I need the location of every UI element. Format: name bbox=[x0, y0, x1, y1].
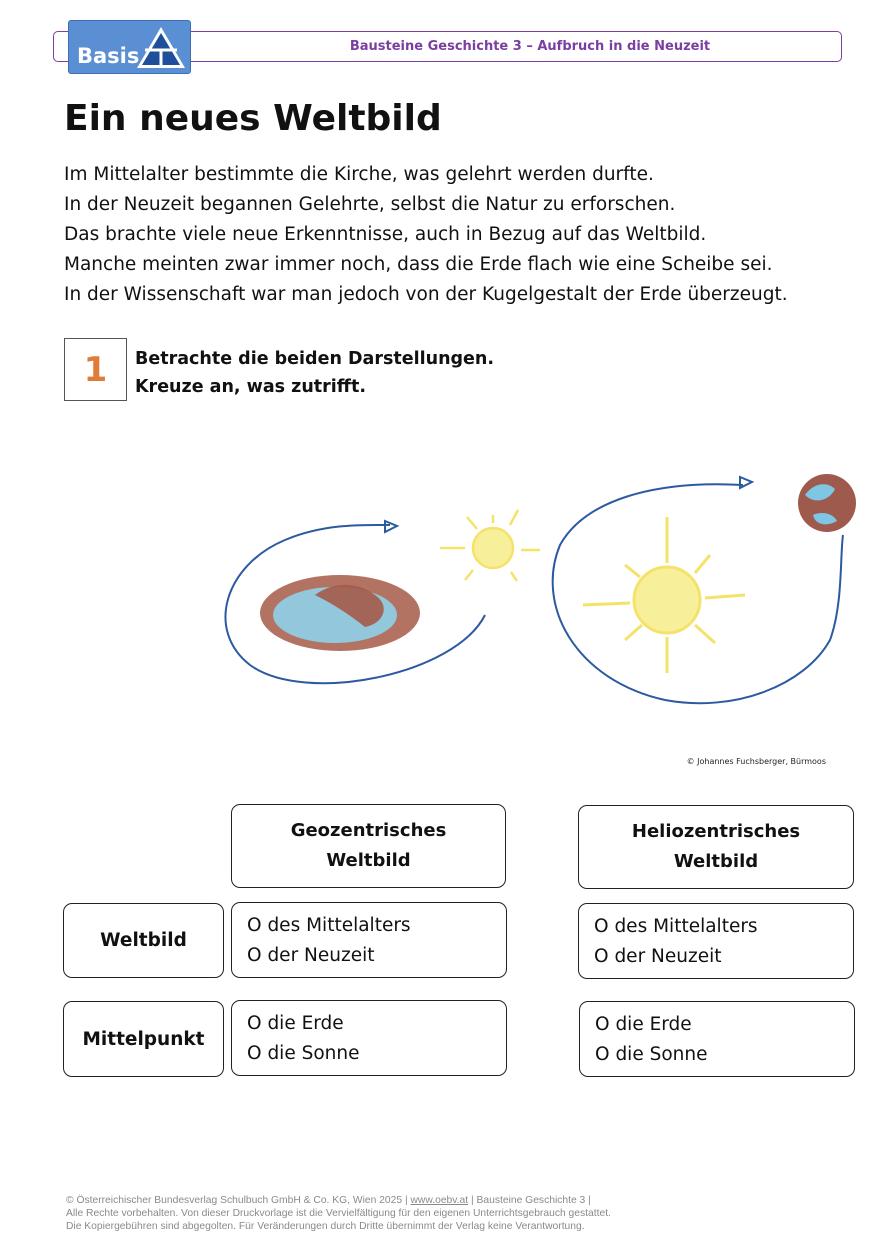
answer-option[interactable]: O die Erde bbox=[247, 1013, 344, 1034]
answer-option[interactable]: O des Mittelalters bbox=[594, 916, 758, 937]
answer-option[interactable]: O der Neuzeit bbox=[247, 945, 375, 966]
intro-text bbox=[64, 160, 844, 310]
row-header-mittelpunkt bbox=[63, 1001, 224, 1077]
footer-text: © Österreichischer Bundesverlag Schulbuch GmbH & Co. KG, Wien 2025 | bbox=[66, 1195, 411, 1206]
footer-copyright bbox=[66, 1194, 686, 1233]
column-header-line: Geozentrisches bbox=[290, 820, 447, 841]
geocentric-illustration bbox=[225, 510, 540, 683]
row-header-label: Weltbild bbox=[100, 930, 187, 951]
intro-line: In der Neuzeit begannen Gelehrte, selbst die Natur zu erforschen. bbox=[64, 194, 676, 215]
answer-option[interactable]: O die Sonne bbox=[595, 1044, 708, 1065]
worldview-drawing bbox=[215, 455, 865, 715]
answer-cell-geo-weltbild bbox=[231, 902, 507, 978]
task-instruction-line: Betrachte die beiden Darstellungen. bbox=[135, 349, 495, 369]
task-number-box bbox=[64, 338, 127, 401]
intro-line: In der Wissenschaft war man jedoch von der Kugelgestalt der Erde überzeugt. bbox=[64, 284, 788, 305]
heliocentric-illustration bbox=[553, 474, 856, 703]
row-header-weltbild bbox=[63, 903, 224, 978]
answer-cell-helio-mittelpunkt bbox=[579, 1001, 855, 1077]
task-number: 1 bbox=[83, 349, 108, 390]
pyramid-logo-icon bbox=[133, 24, 189, 72]
answer-cell-geo-mittelpunkt bbox=[231, 1000, 507, 1076]
footer-text: | Bausteine Geschichte 3 | bbox=[468, 1195, 591, 1206]
row-header-label: Mittelpunkt bbox=[82, 1028, 205, 1050]
column-header-line: Weltbild bbox=[326, 850, 411, 871]
intro-line: Manche meinten zwar immer noch, dass die Erde flach wie eine Scheibe sei. bbox=[64, 254, 773, 275]
large-sun-icon bbox=[583, 517, 745, 673]
image-credit: © Johannes Fuchsberger, Bürmoos bbox=[686, 757, 826, 766]
column-header-geocentric bbox=[231, 804, 506, 888]
answer-cell-helio-weltbild bbox=[578, 903, 854, 979]
answer-option[interactable]: O die Sonne bbox=[247, 1043, 360, 1064]
task-instruction bbox=[135, 345, 494, 401]
column-header-heliocentric bbox=[578, 805, 854, 889]
publisher-link[interactable]: www.oebv.at bbox=[410, 1195, 469, 1206]
logo-text: Basis bbox=[77, 44, 140, 68]
answer-option[interactable]: O des Mittelalters bbox=[247, 915, 411, 936]
page-title: Ein neues Weltbild bbox=[64, 98, 442, 139]
footer-line-2: Alle Rechte vorbehalten. Von dieser Druckvorlage ist die Vervielfältigung für den eigenen Unterrichtsgebrauch gestattet. bbox=[66, 1208, 611, 1219]
column-header-line: Heliozentrisches bbox=[631, 821, 801, 842]
footer-line-1 bbox=[66, 1194, 686, 1207]
task-instruction-line: Kreuze an, was zutrifft. bbox=[135, 377, 366, 397]
basis-logo bbox=[68, 20, 191, 74]
answer-option[interactable]: O die Erde bbox=[595, 1014, 692, 1035]
intro-line: Im Mittelalter bestimmte die Kirche, was gelehrt werden durfte. bbox=[64, 164, 654, 185]
intro-line: Das brachte viele neue Erkenntnisse, auch in Bezug auf das Weltbild. bbox=[64, 224, 707, 245]
orbit-arrow-icon bbox=[385, 521, 397, 532]
column-header-line: Weltbild bbox=[673, 851, 759, 872]
orbit-arrow-icon bbox=[740, 477, 752, 488]
answer-option[interactable]: O der Neuzeit bbox=[594, 946, 722, 967]
series-title: Bausteine Geschichte 3 – Aufbruch in die Neuzeit bbox=[349, 39, 711, 54]
footer-line-3: Die Kopiergebühren sind abgegolten. Für Veränderungen durch Dritte übernimmt der Verlag keine Verantwortung. bbox=[66, 1221, 585, 1232]
small-sun-icon bbox=[440, 510, 540, 581]
